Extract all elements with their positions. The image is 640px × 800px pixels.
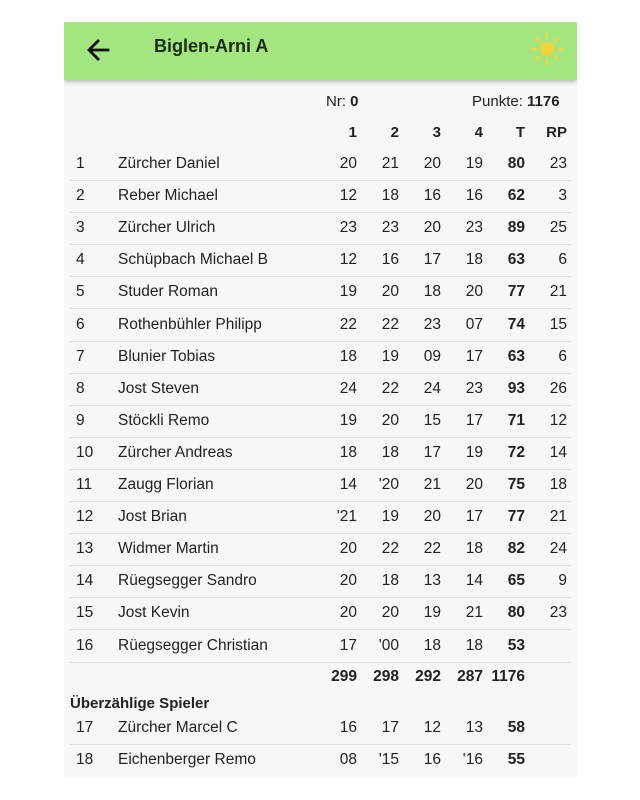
cell-name: Rüegsegger Sandro — [118, 572, 257, 590]
cell-p4: 23 — [465, 379, 483, 397]
cell-name: Stöckli Remo — [118, 411, 210, 429]
cell-rp — [530, 744, 567, 776]
column-header-4: 4 — [474, 124, 483, 141]
cell-rp — [530, 712, 567, 744]
cell-name: Zürcher Andreas — [118, 443, 233, 461]
cell-p3: 18 — [423, 636, 441, 654]
cell-t: 58 — [507, 719, 525, 736]
cell-p4: 20 — [465, 476, 483, 493]
cell-p3: 20 — [423, 508, 441, 526]
cell-p2: 20 — [381, 604, 399, 622]
cell-t: 62 — [507, 187, 525, 205]
cell-p3: 19 — [423, 604, 441, 622]
table-row[interactable] — [70, 744, 571, 776]
table-row[interactable] — [70, 212, 571, 245]
cell-nr: 13 — [76, 540, 94, 558]
cell-t: 80 — [507, 604, 525, 622]
cell-p4: 21 — [465, 604, 483, 622]
cell-t: 82 — [507, 540, 525, 558]
cell-nr: 9 — [76, 411, 85, 429]
back-button[interactable] — [84, 35, 114, 65]
cell-rp — [530, 630, 567, 662]
cell-rp: 21 — [549, 508, 567, 526]
column-header-total: T — [515, 124, 525, 141]
table-row[interactable] — [70, 501, 571, 534]
cell-p2: 18 — [381, 187, 399, 205]
cell-p2: 17 — [381, 719, 399, 736]
table-row[interactable] — [70, 405, 571, 438]
cell-p3: 15 — [423, 411, 441, 429]
cell-p3: 12 — [423, 719, 441, 736]
cell-p1: 20 — [339, 540, 357, 558]
cell-p2: 23 — [381, 219, 399, 237]
table-row[interactable] — [70, 630, 571, 663]
table-row[interactable] — [70, 533, 571, 566]
cell-p4: 13 — [465, 719, 483, 736]
cell-p3: 22 — [423, 540, 441, 558]
cell-p2: '20 — [378, 476, 399, 493]
nr-label: Nr: — [326, 93, 346, 110]
cell-name: Zaugg Florian — [118, 476, 214, 493]
cell-p1: 23 — [339, 219, 357, 237]
cell-p1: 16 — [339, 719, 357, 736]
cell-name: Jost Brian — [118, 508, 187, 526]
table-row[interactable] — [70, 148, 571, 181]
cell-p2: '15 — [378, 751, 399, 768]
cell-name: Zürcher Daniel — [118, 155, 220, 172]
cell-p1: 17 — [339, 636, 357, 654]
cell-rp: 15 — [549, 315, 567, 333]
cell-p4: '16 — [462, 751, 483, 768]
punkte-value: 1176 — [527, 93, 560, 110]
cell-nr: 6 — [76, 315, 85, 333]
cell-p4: 17 — [465, 411, 483, 429]
cell-t: 72 — [507, 443, 525, 461]
cell-name: Jost Steven — [118, 379, 199, 397]
cell-rp: 12 — [549, 411, 567, 429]
cell-nr: 15 — [76, 604, 94, 622]
cell-t: 55 — [507, 751, 525, 768]
cell-p2: 19 — [381, 508, 399, 526]
cell-p4: 17 — [465, 508, 483, 526]
cell-nr: 16 — [76, 636, 94, 654]
cell-t: 65 — [507, 572, 525, 590]
cell-name: Rothenbühler Philipp — [118, 315, 262, 333]
sun-icon — [530, 32, 564, 66]
total-2: 298 — [373, 668, 399, 685]
column-header-rp: RP — [546, 124, 567, 141]
cell-name: Eichenberger Remo — [118, 751, 256, 768]
cell-p4: 18 — [465, 636, 483, 654]
table-row[interactable] — [70, 597, 571, 630]
cell-t: 89 — [507, 219, 525, 237]
column-header-3: 3 — [432, 124, 441, 141]
cell-nr: 8 — [76, 379, 85, 397]
app-header — [64, 22, 577, 80]
cell-nr: 1 — [76, 155, 85, 172]
arrow-left-icon — [84, 35, 114, 65]
cell-t: 63 — [507, 251, 525, 269]
cell-p3: 13 — [423, 572, 441, 590]
cell-p4: 14 — [465, 572, 483, 590]
cell-p2: 20 — [381, 411, 399, 429]
cell-p4: 17 — [465, 347, 483, 365]
cell-rp: 25 — [549, 219, 567, 237]
cell-t: 93 — [507, 379, 525, 397]
cell-name: Schüpbach Michael B — [118, 251, 268, 269]
cell-rp: 9 — [558, 572, 567, 590]
cell-p3: 20 — [423, 219, 441, 237]
cell-p1: 20 — [339, 572, 357, 590]
theme-toggle-button[interactable] — [530, 32, 564, 66]
cell-rp: 6 — [558, 251, 567, 269]
cell-p4: 23 — [465, 219, 483, 237]
cell-p1: 20 — [339, 155, 357, 172]
cell-p1: 14 — [339, 476, 357, 493]
cell-p3: 23 — [423, 315, 441, 333]
cell-rp: 14 — [549, 443, 567, 461]
cell-rp: 18 — [549, 476, 567, 493]
cell-nr: 12 — [76, 508, 94, 526]
cell-p1: '21 — [336, 508, 357, 526]
cell-name: Jost Kevin — [118, 604, 190, 622]
cell-p2: 22 — [381, 540, 399, 558]
cell-p1: 24 — [339, 379, 357, 397]
cell-p2: '00 — [378, 636, 399, 654]
cell-nr: 17 — [76, 719, 94, 736]
cell-nr: 11 — [76, 476, 93, 493]
cell-nr: 10 — [76, 443, 94, 461]
table-row[interactable] — [70, 244, 571, 277]
cell-p1: 08 — [339, 751, 357, 768]
cell-p4: 19 — [465, 443, 483, 461]
cell-p1: 22 — [339, 315, 357, 333]
total-1: 299 — [331, 668, 357, 685]
cell-name: Rüegsegger Christian — [118, 636, 268, 654]
cell-name: Blunier Tobias — [118, 347, 216, 365]
cell-rp: 21 — [549, 283, 567, 301]
cell-p3: 21 — [423, 476, 441, 493]
cell-rp: 24 — [549, 540, 567, 558]
cell-rp: 23 — [549, 155, 567, 172]
cell-t: 71 — [507, 411, 525, 429]
punkte-summary — [472, 92, 560, 112]
cell-nr: 14 — [76, 572, 94, 590]
cell-p1: 18 — [339, 443, 357, 461]
totals-row — [70, 662, 571, 692]
total-3: 292 — [415, 668, 441, 685]
cell-t: 77 — [507, 508, 525, 526]
table-header — [64, 122, 577, 144]
app-screen — [64, 22, 577, 778]
cell-t: 74 — [507, 315, 525, 333]
cell-nr: 7 — [76, 347, 85, 365]
cell-p3: 16 — [423, 751, 441, 768]
table-row[interactable] — [70, 373, 571, 406]
cell-rp: 3 — [558, 187, 567, 205]
cell-p1: 12 — [339, 251, 357, 269]
cell-rp: 23 — [549, 604, 567, 622]
cell-p4: 18 — [465, 251, 483, 269]
table-row[interactable] — [70, 276, 571, 309]
cell-p1: 12 — [339, 187, 357, 205]
cell-p3: 20 — [423, 155, 441, 172]
cell-name: Widmer Martin — [118, 540, 219, 558]
cell-p4: 18 — [465, 540, 483, 558]
cell-p1: 20 — [339, 604, 357, 622]
cell-p1: 18 — [339, 347, 357, 365]
cell-p2: 18 — [381, 443, 399, 461]
column-header-2: 2 — [390, 124, 399, 141]
cell-p2: 20 — [381, 283, 399, 301]
cell-name: Zürcher Ulrich — [118, 219, 216, 237]
cell-t: 53 — [507, 636, 525, 654]
table-row[interactable] — [70, 180, 571, 213]
table-row[interactable] — [70, 309, 571, 342]
nr-summary — [326, 92, 359, 112]
table-row[interactable] — [70, 341, 571, 374]
cell-p2: 18 — [381, 572, 399, 590]
cell-t: 77 — [507, 283, 525, 301]
table-row[interactable] — [70, 437, 571, 470]
nr-value: 0 — [350, 93, 359, 110]
cell-nr: 3 — [76, 219, 85, 237]
table-row[interactable] — [70, 712, 571, 745]
cell-t: 75 — [507, 476, 525, 493]
cell-t: 63 — [507, 347, 525, 365]
cell-p3: 17 — [423, 443, 441, 461]
cell-p1: 19 — [339, 411, 357, 429]
cell-p3: 17 — [423, 251, 441, 269]
cell-p2: 16 — [381, 251, 399, 269]
cell-p3: 18 — [423, 283, 441, 301]
cell-p1: 19 — [339, 283, 357, 301]
page-title: Biglen-Arni A — [154, 36, 269, 56]
cell-name: Studer Roman — [118, 283, 218, 301]
table-row[interactable] — [70, 565, 571, 598]
cell-p2: 22 — [381, 315, 399, 333]
cell-rp: 26 — [549, 379, 567, 397]
cell-name: Zürcher Marcel C — [118, 719, 238, 736]
cell-p3: 16 — [423, 187, 441, 205]
cell-p4: 07 — [465, 315, 483, 333]
cell-nr: 4 — [76, 251, 85, 269]
table-row[interactable] — [70, 469, 571, 502]
cell-p4: 16 — [465, 187, 483, 205]
punkte-label: Punkte: — [472, 93, 523, 110]
total-sum: 1176 — [491, 668, 525, 685]
total-4: 287 — [457, 668, 483, 685]
cell-nr: 5 — [76, 283, 85, 301]
cell-p2: 21 — [381, 155, 399, 172]
extra-players-heading: Überzählige Spieler — [70, 695, 210, 712]
cell-name: Reber Michael — [118, 187, 218, 205]
cell-p2: 22 — [381, 379, 399, 397]
cell-rp: 6 — [558, 347, 567, 365]
cell-p4: 20 — [465, 283, 483, 301]
column-header-1: 1 — [348, 124, 357, 141]
cell-p3: 09 — [423, 347, 441, 365]
cell-nr: 18 — [76, 751, 94, 768]
cell-t: 80 — [507, 155, 525, 172]
cell-p3: 24 — [423, 379, 441, 397]
cell-nr: 2 — [76, 187, 85, 205]
cell-p4: 19 — [465, 155, 483, 172]
cell-p2: 19 — [381, 347, 399, 365]
